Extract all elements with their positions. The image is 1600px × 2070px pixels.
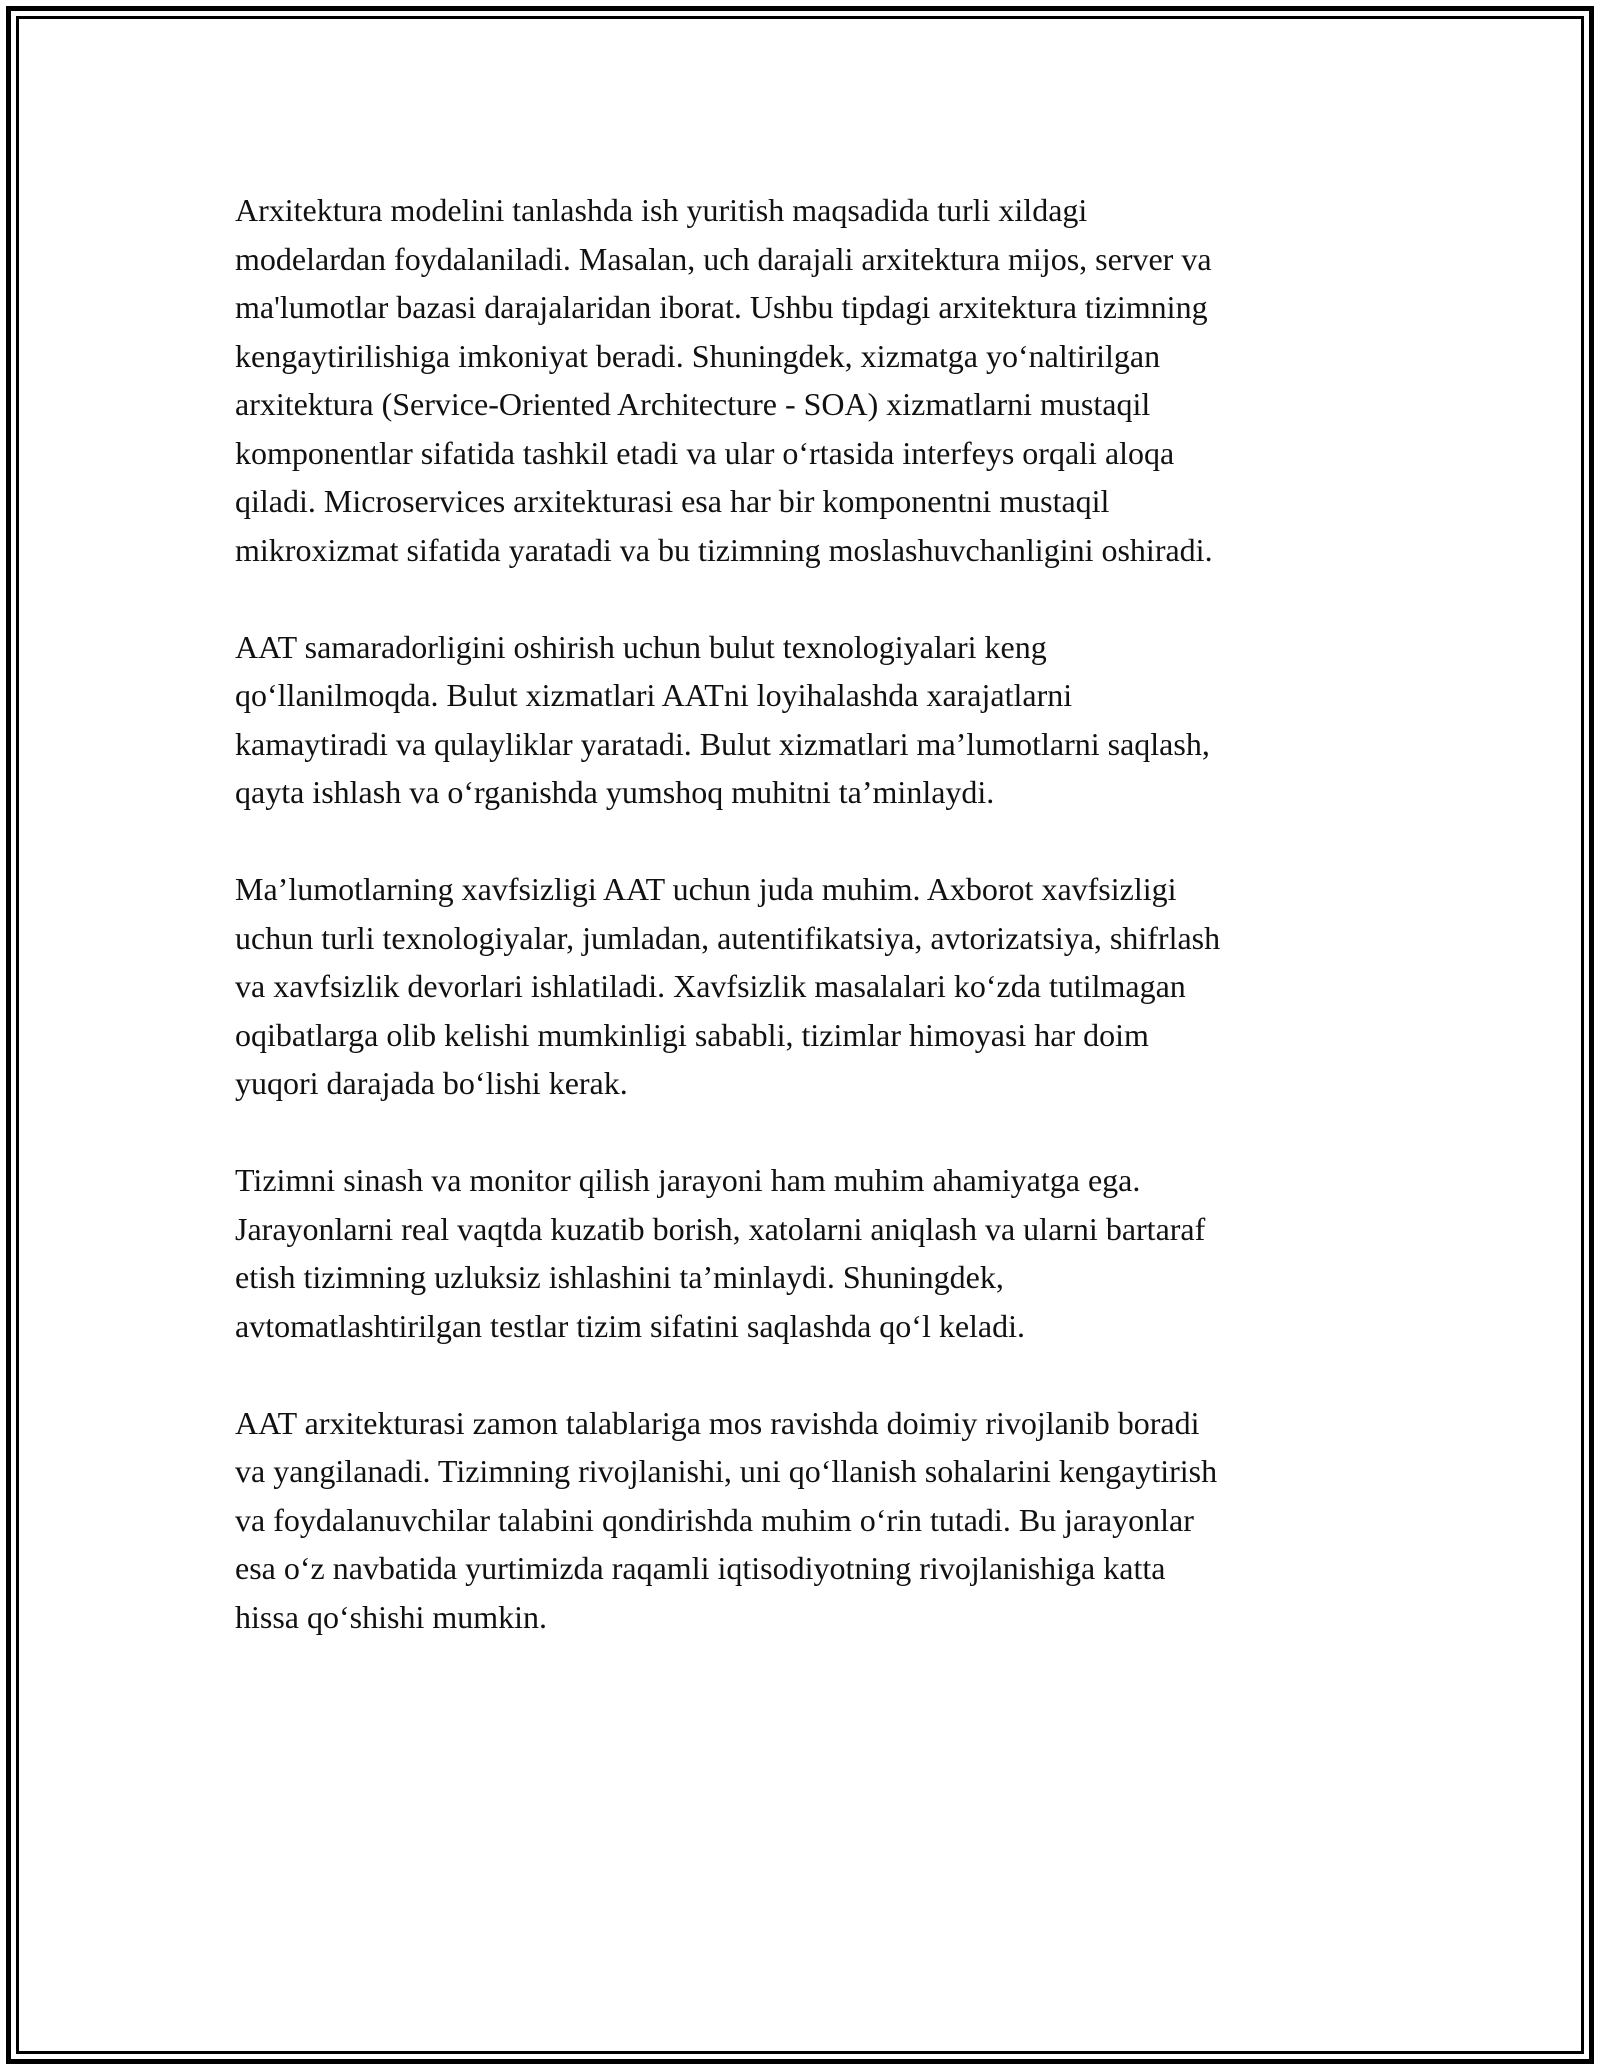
text-line: qiladi. Microservices arxitekturasi esa har bir komponentni mustaqil xyxy=(235,483,1110,519)
text-line: va foydalanuvchilar talabini qondirishda muhim o‘rin tutadi. Bu jarayonlar xyxy=(235,1501,1194,1538)
text-line: esa o‘z navbatida yurtimizda raqamli iqtisodiyotning rivojlanishiga katta xyxy=(235,1550,1166,1586)
text-line: va yangilanadi. Tizimning rivojlanishi, uni qo‘llanish sohalarini kengaytirish xyxy=(235,1453,1218,1489)
text-line: qayta ishlash va o‘rganishda yumshoq muhitni ta’minlaydi. xyxy=(235,774,995,810)
text-line: arxitektura (Service-Oriented Architecture - SOA) xizmatlarni mustaqil xyxy=(235,386,1151,422)
paragraph-architecture-models xyxy=(235,186,1385,574)
text-line: ma'lumotlar bazasi darajalaridan iborat. Ushbu tipdagi arxitektura tizimning xyxy=(235,289,1208,325)
text-line: Arxitektura modelini tanlashda ish yuritish maqsadida turli xildagi xyxy=(235,192,1088,228)
text-line: etish tizimning uzluksiz ishlashini ta’minlaydi. Shuningdek, xyxy=(235,1259,1004,1295)
paragraph-architecture-evolution xyxy=(235,1399,1385,1642)
paragraph-data-security xyxy=(235,865,1385,1108)
text-line: hissa qo‘shishi mumkin. xyxy=(235,1598,548,1635)
text-line: qo‘llanilmoqda. Bulut xizmatlari AATni loyihalashda xarajatlarni xyxy=(235,677,1073,713)
text-line: Jarayonlarni real vaqtda kuzatib borish, xatolarni aniqlash va ularni bartaraf xyxy=(235,1210,1206,1247)
document-body xyxy=(235,186,1385,1690)
text-line: mikroxizmat sifatida yaratadi va bu tizimning moslashuvchanligini oshiradi. xyxy=(235,531,1213,568)
text-line: kengaytirilishiga imkoniyat beradi. Shuningdek, xizmatga yo‘naltirilgan xyxy=(235,337,1161,374)
text-line: avtomatlashtirilgan testlar tizim sifatini saqlashda qo‘l keladi. xyxy=(235,1307,1026,1344)
text-line: oqibatlarga olib kelishi mumkinligi sababli, tizimlar himoyasi har doim xyxy=(235,1016,1149,1053)
text-line: uchun turli texnologiyalar, jumladan, autentifikatsiya, avtorizatsiya, shifrlash xyxy=(235,919,1221,956)
text-line: Ma’lumotlarning xavfsizligi AAT uchun juda muhim. Axborot xavfsizligi xyxy=(235,871,1177,907)
text-line: va xavfsizlik devorlari ishlatiladi. Xavfsizlik masalalari ko‘zda tutilmagan xyxy=(235,968,1186,1004)
paragraph-testing-monitoring xyxy=(235,1156,1385,1350)
text-line: yuqori darajada bo‘lishi kerak. xyxy=(235,1065,628,1101)
text-line: kamaytiradi va qulayliklar yaratadi. Bulut xizmatlari ma’lumotlarni saqlash, xyxy=(235,725,1210,762)
text-line: AAT samaradorligini oshirish uchun bulut texnologiyalari keng xyxy=(235,628,1047,665)
text-line: AAT arxitekturasi zamon talablariga mos ravishda doimiy rivojlanib boradi xyxy=(235,1404,1200,1441)
text-line: Tizimni sinash va monitor qilish jarayoni ham muhim ahamiyatga ega. xyxy=(235,1162,1141,1198)
text-line: komponentlar sifatida tashkil etadi va ular o‘rtasida interfeys orqali aloqa xyxy=(235,434,1175,471)
text-line: modelardan foydalaniladi. Masalan, uch darajali arxitektura mijos, server va xyxy=(235,240,1212,277)
paragraph-cloud-technologies xyxy=(235,623,1385,817)
